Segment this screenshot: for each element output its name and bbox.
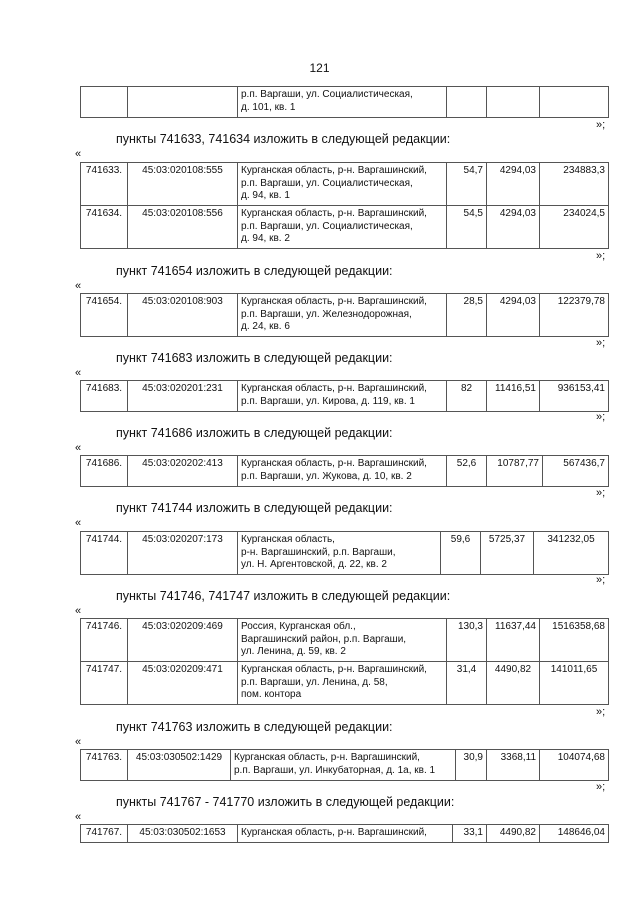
registry-table [80, 455, 609, 487]
amendment-instruction: пункт 741654 изложить в следующей редакции: [116, 264, 393, 278]
total-cell: 141011,65 [540, 662, 609, 705]
registry-table [80, 380, 609, 412]
opening-quote: « [75, 811, 82, 823]
cadastral-cell: 45:03:020108:556 [128, 206, 238, 249]
amendment-instruction: пункт 741686 изложить в следующей редакции: [116, 426, 393, 440]
registry-table [80, 749, 609, 781]
table-row [81, 163, 609, 206]
address-line: р.п. Варгаши, ул. Инкубаторная, д. 1а, кв. 1 [234, 764, 436, 776]
table-row [81, 662, 609, 705]
price-cell: 4490,82 [487, 662, 540, 705]
cadastral-cell: 45:03:020201:231 [128, 381, 238, 412]
table-row [81, 206, 609, 249]
area-cell: 130,3 [447, 619, 487, 662]
row-number-cell: 741634. [81, 206, 128, 249]
cadastral-cell [128, 87, 238, 118]
area-cell: 82 [447, 381, 487, 412]
closing-quote: »; [596, 337, 606, 349]
price-cell: 5725,37 [481, 532, 534, 575]
opening-quote: « [75, 517, 82, 529]
cadastral-cell: 45:03:020209:469 [128, 619, 238, 662]
table-row [81, 825, 609, 843]
price-cell: 10787,77 [487, 456, 543, 487]
registry-table [80, 293, 609, 337]
address-cell [238, 825, 453, 843]
total-cell: 1516358,68 [540, 619, 609, 662]
address-line: д. 94, кв. 2 [241, 233, 290, 244]
closing-quote: »; [596, 781, 606, 793]
address-line: Курганская область, [241, 534, 335, 545]
area-cell: 33,1 [453, 825, 487, 843]
closing-quote: »; [596, 487, 606, 499]
area-cell: 28,5 [447, 294, 487, 337]
address-cell [238, 381, 447, 412]
price-cell: 11637,44 [487, 619, 540, 662]
closing-quote: »; [596, 411, 606, 423]
address-line: р.п. Варгаши, ул. Кирова, д. 119, кв. 1 [241, 395, 415, 407]
row-number-cell: 741654. [81, 294, 128, 337]
address-line: Курганская область, р-н. Варгашинский, [241, 827, 427, 838]
address-line: р-н. Варгашинский, р.п. Варгаши, [241, 546, 396, 558]
area-cell: 31,4 [447, 662, 487, 705]
address-cell [238, 619, 447, 662]
address-cell [238, 532, 441, 575]
registry-table-continuation [80, 86, 609, 118]
amendment-instruction: пункт 741744 изложить в следующей редакции: [116, 501, 393, 515]
address-line: Курганская область, р-н. Варгашинский, [241, 383, 427, 394]
address-line: д. 101, кв. 1 [241, 101, 296, 113]
registry-table [80, 618, 609, 705]
table-row [81, 87, 609, 118]
total-cell: 122379,78 [540, 294, 609, 337]
address-line: р.п. Варгаши, ул. Социалистическая, [241, 220, 413, 232]
address-line: Курганская область, р-н. Варгашинский, [241, 208, 427, 219]
address-line: д. 94, кв. 1 [241, 190, 290, 201]
total-cell: 148646,04 [540, 825, 609, 843]
cadastral-cell: 45:03:020108:903 [128, 294, 238, 337]
price-cell: 4294,03 [487, 294, 540, 337]
page-number: 121 [309, 61, 330, 75]
table-row [81, 381, 609, 412]
address-line: пом. контора [241, 689, 302, 700]
opening-quote: « [75, 280, 82, 292]
row-number-cell: 741746. [81, 619, 128, 662]
price-cell: 4490,82 [487, 825, 540, 843]
row-number-cell: 741633. [81, 163, 128, 206]
table-row [81, 532, 609, 575]
address-line: Курганская область, р-н. Варгашинский, [241, 458, 427, 469]
address-line: Россия, Курганская обл., [241, 621, 356, 632]
row-number-cell: 741747. [81, 662, 128, 705]
closing-quote: »; [596, 119, 606, 131]
address-line: Курганская область, р-н. Варгашинский, [234, 752, 420, 763]
row-number-cell: 741686. [81, 456, 128, 487]
cadastral-cell: 45:03:030502:1429 [128, 750, 231, 781]
amendment-instruction: пункт 741683 изложить в следующей редакции: [116, 351, 393, 365]
address-cell [238, 456, 447, 487]
address-line: р.п. Варгаши, ул. Железнодорожная, [241, 308, 412, 320]
row-number-cell: 741767. [81, 825, 128, 843]
address-line: р.п. Варгаши, ул. Социалистическая, [241, 89, 413, 100]
closing-quote: »; [596, 574, 606, 586]
address-line: Варгашинский район, р.п. Варгаши, [241, 633, 407, 645]
area-cell: 52,6 [447, 456, 487, 487]
address-cell [231, 750, 456, 781]
table-row [81, 750, 609, 781]
cadastral-cell: 45:03:020202:413 [128, 456, 238, 487]
row-number-cell: 741763. [81, 750, 128, 781]
area-cell: 30,9 [456, 750, 487, 781]
cadastral-cell: 45:03:030502:1653 [128, 825, 238, 843]
total-cell: 567436,7 [543, 456, 609, 487]
total-cell: 234883,3 [540, 163, 609, 206]
amendment-instruction: пункт 741763 изложить в следующей редакции: [116, 720, 393, 734]
address-cell [238, 294, 447, 337]
amendment-instruction: пункты 741767 - 741770 изложить в следующей редакции: [116, 795, 455, 809]
cadastral-cell: 45:03:020207:173 [128, 532, 238, 575]
cadastral-cell: 45:03:020209:471 [128, 662, 238, 705]
address-line: д. 24, кв. 6 [241, 321, 290, 332]
address-cell [238, 163, 447, 206]
area-cell: 59,6 [441, 532, 481, 575]
cadastral-cell: 45:03:020108:555 [128, 163, 238, 206]
address-line: Курганская область, р-н. Варгашинский, [241, 165, 427, 176]
address-line: р.п. Варгаши, ул. Жукова, д. 10, кв. 2 [241, 470, 412, 482]
table-row [81, 294, 609, 337]
registry-table [80, 824, 609, 843]
row-number-cell [81, 87, 128, 118]
total-cell [540, 87, 609, 118]
closing-quote: »; [596, 706, 606, 718]
table-row [81, 619, 609, 662]
price-cell: 4294,03 [487, 206, 540, 249]
area-cell [447, 87, 487, 118]
registry-table [80, 162, 609, 249]
row-number-cell: 741683. [81, 381, 128, 412]
address-line: ул. Н. Аргентовской, д. 22, кв. 2 [241, 559, 387, 570]
opening-quote: « [75, 442, 82, 454]
registry-table [80, 531, 609, 575]
table-row [81, 456, 609, 487]
address-cell [238, 662, 447, 705]
price-cell: 4294,03 [487, 163, 540, 206]
opening-quote: « [75, 605, 82, 617]
price-cell [487, 87, 540, 118]
address-line: р.п. Варгаши, ул. Ленина, д. 58, [241, 676, 388, 688]
address-cell [238, 206, 447, 249]
total-cell: 234024,5 [540, 206, 609, 249]
price-cell: 11416,51 [487, 381, 540, 412]
total-cell: 936153,41 [540, 381, 609, 412]
opening-quote: « [75, 148, 82, 160]
total-cell: 104074,68 [540, 750, 609, 781]
area-cell: 54,7 [447, 163, 487, 206]
amendment-instruction: пункты 741633, 741634 изложить в следующей редакции: [116, 132, 451, 146]
opening-quote: « [75, 367, 82, 379]
closing-quote: »; [596, 250, 606, 262]
address-line: Курганская область, р-н. Варгашинский, [241, 296, 427, 307]
total-cell: 341232,05 [534, 532, 609, 575]
address-line: ул. Ленина, д. 59, кв. 2 [241, 646, 346, 657]
row-number-cell: 741744. [81, 532, 128, 575]
address-line: Курганская область, р-н. Варгашинский, [241, 664, 427, 675]
address-line: р.п. Варгаши, ул. Социалистическая, [241, 177, 413, 189]
price-cell: 3368,11 [487, 750, 540, 781]
area-cell: 54,5 [447, 206, 487, 249]
opening-quote: « [75, 736, 82, 748]
address-cell [238, 87, 447, 118]
amendment-instruction: пункты 741746, 741747 изложить в следующей редакции: [116, 589, 451, 603]
